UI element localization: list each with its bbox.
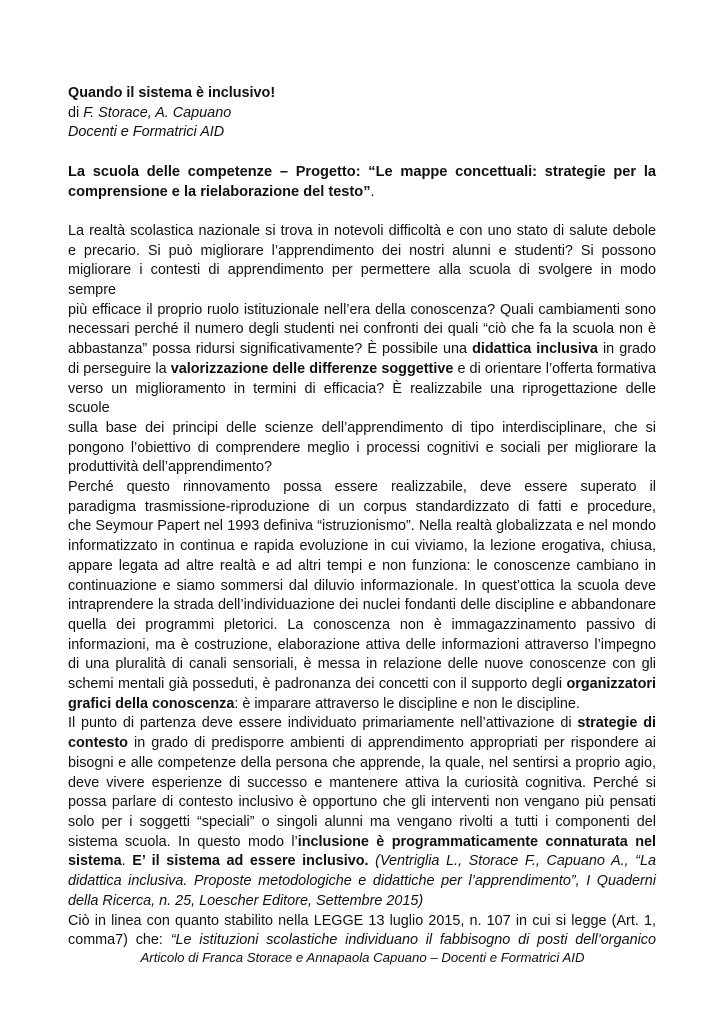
text-line [68,340,656,360]
text-run: comma7) che: [68,932,171,949]
bold-phrase: contesto [68,735,128,752]
text-line: continuazione e siamo sommersi dal diluvio informazionale. In quest’ottica la scuola deve [68,577,656,594]
project-heading-line2 [68,183,656,203]
text-line [68,852,656,872]
bold-phrase: strategie di [577,715,656,732]
text-line: di una pluralità di canali sensoriali, è messa in relazione delle nuove conoscenze con gli [68,656,656,673]
text-line: verso un miglioramento in termini di efficacia? È realizzabile una riprogettazione delle scuole [68,380,656,417]
text-line: Perché questo rinnovamento possa essere realizzabile, deve essere superato il [68,479,656,496]
page-footer: Articolo di Franca Storace e Annapaola Capuano – Docenti e Formatrici AID [140,950,585,965]
bold-phrase: grafici della conoscenza [68,695,235,712]
authors-prefix: di [68,104,84,121]
text-line: migliorare i contesti di apprendimento per permettere alla scuola di svolgere in modo sempre [68,262,656,298]
text-line: necessari perché il numero degli studenti nei confronti dei quali “ciò che fa la scuola non è [68,321,656,338]
paragraph-2 [68,478,656,714]
article-authors [68,104,656,124]
text-line: sulla base dei principi delle scienze dell’apprendimento di tipo interdisciplinare, che si [68,419,656,436]
text-run: : è imparare attraverso le discipline e non le discipline. [234,695,580,712]
bold-phrase: sistema [68,853,122,870]
paragraph-3 [68,714,656,911]
text-line [68,695,656,715]
text-line: appare legata ad altre realtà e ad altri tempi e non funziona: le conoscenze cambiano in [68,557,656,574]
article-title: Quando il sistema è inclusivo! [68,85,276,101]
text-line: deve vivere esperienze di successo e mantenere attiva la curiosità cognitiva. Perché si [68,774,656,791]
text-run: abbastanza” possa ridursi significativamente? È possibile una [68,341,473,358]
text-line [68,734,656,754]
text-line: quella dei programmi pletorici. La conoscenza non è immagazzinamento passivo di [68,616,656,633]
text-line: pongono l’obiettivo di comprendere meglio i processi cognitivi e sociali per migliorare la [68,439,656,456]
text-line [68,833,656,853]
text-line [68,714,656,734]
authors-role: Docenti e Formatrici AID [68,124,225,141]
project-heading-end: . [370,183,375,200]
text-line: informatizzato in continua e rapida evoluzione in cui viviamo, la lezione erogativa, chiusa, [68,538,656,555]
project-heading-bold: comprensione e la rielaborazione del testo” [68,183,371,200]
article-body [68,84,656,951]
text-line: bisogni e alle competenze della persona che apprende, la quale, nel sentirsi a proprio agio, [68,754,656,771]
text-line: possa parlare di contesto inclusivo è opportuno che gli interventi non vengano più pensati [68,794,656,811]
text-line: La realtà scolastica nazionale si trova in notevoli difficoltà e con uno stato di salute debole [68,222,656,239]
text-line [68,675,656,695]
text-run: di perseguire la [68,360,171,377]
text-line [68,360,656,380]
text-line: solo per i soggetti “speciali” o singoli alunni ma vengano rivolti a tutti i componenti del [68,813,656,830]
text-line: informazioni, ma è costruzione, elaborazione attiva delle informazioni attraverso l’impegno [68,636,656,653]
authors-names: F. Storace, A. Capuano [83,104,232,121]
text-run: in grado [597,341,656,358]
text-line: più efficace il proprio ruolo istituzionale nell’era della conoscenza? Quali cambiamenti sono [68,301,656,318]
bold-phrase: E’ il sistema ad essere inclusivo. [132,853,369,870]
project-heading-line1: La scuola delle competenze – Progetto: “Le mappe concettuali: strategie per la [68,163,656,180]
citation-line: didattica inclusiva. Proposte metodologiche e didattiche per l’apprendimento”, I Quaderni [68,873,656,890]
text-line: produttività dell’apprendimento? [68,459,272,476]
text-line: intraprendere la strada dell’individuazione dei nuclei fondanti delle discipline e abbandonare [68,597,656,614]
citation-line: della Ricerca, n. 25, Loescher Editore, Settembre 2015) [68,892,424,909]
text-line: paradigma trasmissione-riproduzione di un corpus standardizzato di fatti e procedure, [68,498,656,515]
text-run: e di orientare l’offerta formativa [453,360,656,377]
paragraph-4 [68,912,656,951]
text-line: che Seymour Papert nel 1993 definiva “istruzionismo”. Nella realtà globalizzata e nel mondo [68,518,656,535]
text-run: Il punto di partenza deve essere individuato primariamente nell’attivazione di [68,715,578,732]
text-run: sistema scuola. In questo modo l’ [68,833,298,850]
text-line [68,931,656,951]
bold-phrase: valorizzazione delle differenze soggettive [170,360,454,377]
citation-run: (Ventriglia L., Storace F., Capuano A., “La [368,853,656,870]
text-line: e precario. Si può migliorare l’apprendimento dei nostri alunni e studenti? Si possono [68,242,656,259]
text-run: . [121,853,133,870]
bold-phrase: organizzatori [566,676,656,693]
text-run: schemi mentali già posseduti, è padronanza dei concetti con il supporto degli [68,676,567,693]
bold-phrase: didattica inclusiva [472,341,598,358]
paragraph-1 [68,222,656,478]
text-run: in grado di predisporre ambienti di apprendimento appropriati per rispondere ai [127,735,656,752]
bold-phrase: inclusione è programmaticamente connaturata nel [297,833,656,850]
quote-run: “Le istituzioni scolastiche individuano il fabbisogno di posti dell’organico [170,932,656,949]
text-line: Ciò in linea con quanto stabilito nella LEGGE 13 luglio 2015, n. 107 in cui si legge (Art. 1, [68,912,656,929]
